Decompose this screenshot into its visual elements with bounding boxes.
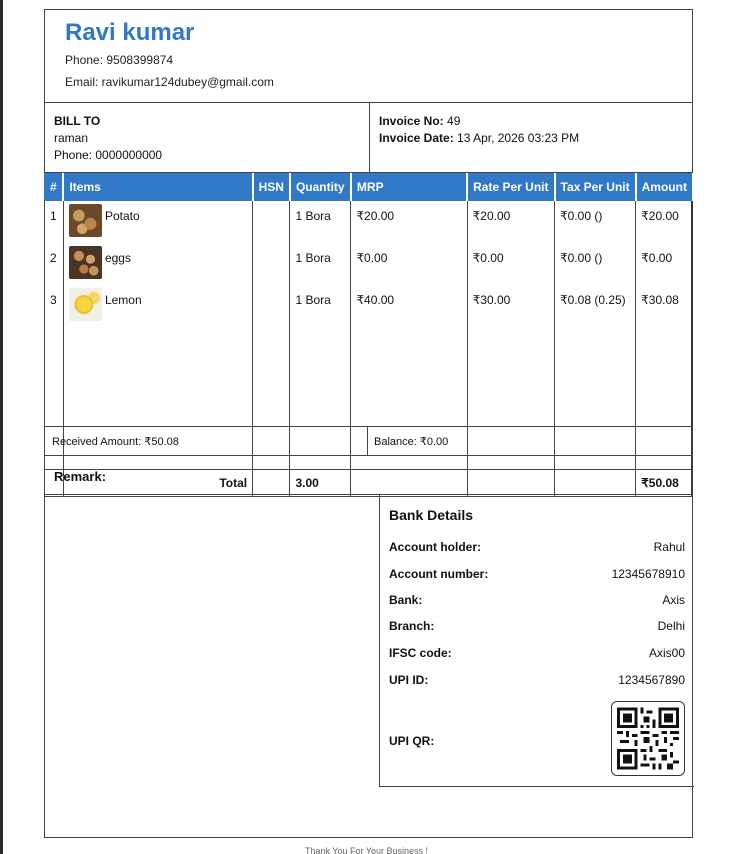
item-name: eggs <box>104 251 131 265</box>
item-name: Lemon <box>104 293 142 307</box>
item-rate: ₹0.00 <box>467 243 554 285</box>
row-number: 3 <box>45 285 64 327</box>
total-amount: ₹50.08 <box>636 469 692 496</box>
footer-text: Thank You For Your Business ! <box>304 846 429 854</box>
business-phone: Phone: 9508399874 <box>65 53 174 67</box>
account-holder-label: Account holder: <box>389 540 481 554</box>
item-cell <box>63 201 252 243</box>
item-quantity: 1 Bora <box>290 285 351 327</box>
balance-amount: Balance: ₹0.00 <box>374 436 449 448</box>
business-name: Ravi kumar <box>65 19 195 46</box>
remark-label: Remark: <box>54 469 107 484</box>
table-row <box>45 243 693 285</box>
account-number-value: 12345678910 <box>611 567 685 581</box>
row-number: 1 <box>45 201 64 243</box>
ifsc-row <box>389 646 685 660</box>
total-quantity: 3.00 <box>290 469 351 496</box>
item-tax: ₹0.00 () <box>555 243 636 285</box>
col-header-mrp: MRP <box>351 173 467 201</box>
item-amount: ₹30.08 <box>636 285 692 327</box>
upi-qr-code <box>611 701 685 776</box>
item-mrp: ₹20.00 <box>351 201 467 243</box>
bill-info-section <box>44 102 693 173</box>
bank-name-row <box>389 593 685 607</box>
item-hsn <box>253 243 290 285</box>
invoice-number <box>379 114 460 128</box>
item-hsn <box>253 201 290 243</box>
col-header-quantity: Quantity <box>290 173 351 201</box>
lemon-image <box>69 288 102 321</box>
customer-phone: Phone: 0000000000 <box>54 148 163 162</box>
item-tax: ₹0.08 (0.25) <box>555 285 636 327</box>
potato-image <box>69 204 102 237</box>
qr-code-icon <box>617 707 679 770</box>
invoice-date-label: Invoice Date: <box>379 131 454 145</box>
payment-summary <box>44 426 693 456</box>
table-row <box>45 285 693 327</box>
account-holder-value: Rahul <box>653 540 685 554</box>
invoice-number-label: Invoice No: <box>379 114 444 128</box>
invoice-date-value: 13 Apr, 2026 03:23 PM <box>457 131 580 145</box>
business-email: Email: ravikumar124dubey@gmail.com <box>65 75 274 89</box>
col-header-rate: Rate Per Unit <box>467 173 554 201</box>
branch-label: Branch: <box>389 619 435 633</box>
eggs-image <box>69 246 102 279</box>
bank-details-title: Bank Details <box>389 507 474 523</box>
upi-id-label: UPI ID: <box>389 673 429 687</box>
ifsc-value: Axis00 <box>648 646 685 660</box>
customer-name: raman <box>54 131 89 145</box>
item-rate: ₹20.00 <box>467 201 554 243</box>
table-row <box>45 201 693 243</box>
bill-to-label: BILL TO <box>54 114 101 128</box>
bank-name-label: Bank: <box>389 593 423 607</box>
item-mrp: ₹40.00 <box>351 285 467 327</box>
col-header-items: Items <box>63 173 252 201</box>
item-tax: ₹0.00 () <box>555 201 636 243</box>
col-header-number: # <box>45 173 64 201</box>
col-header-tax: Tax Per Unit <box>555 173 636 201</box>
invoice-number-value: 49 <box>447 114 461 128</box>
col-header-hsn: HSN <box>253 173 290 201</box>
item-mrp: ₹0.00 <box>351 243 467 285</box>
item-quantity: 1 Bora <box>290 243 351 285</box>
bank-details <box>379 494 694 787</box>
upi-id-value: 1234567890 <box>618 673 685 687</box>
page-edge <box>0 0 3 854</box>
total-label: Total <box>63 469 252 496</box>
bottom-section <box>44 494 693 838</box>
info-divider <box>369 102 370 172</box>
item-cell <box>63 285 252 327</box>
branch-value: Delhi <box>657 619 685 633</box>
branch-row <box>389 619 685 633</box>
invoice-date <box>379 131 579 145</box>
bank-name-value: Axis <box>662 593 685 607</box>
upi-qr-label: UPI QR: <box>389 734 435 748</box>
row-number: 2 <box>45 243 64 285</box>
item-quantity: 1 Bora <box>290 201 351 243</box>
item-rate: ₹30.00 <box>467 285 554 327</box>
item-hsn <box>253 285 290 327</box>
item-amount: ₹0.00 <box>636 243 692 285</box>
item-name: Potato <box>104 209 140 223</box>
item-cell <box>63 243 252 285</box>
received-amount: Received Amount: ₹50.08 <box>52 436 179 448</box>
ifsc-label: IFSC code: <box>389 646 452 660</box>
col-header-amount: Amount <box>636 173 692 201</box>
upi-id-row <box>389 673 685 687</box>
remark-section <box>44 455 693 495</box>
account-holder-row <box>389 540 685 554</box>
account-number-row <box>389 567 685 581</box>
account-number-label: Account number: <box>389 567 489 581</box>
business-header <box>44 9 693 103</box>
table-header-row <box>45 173 693 201</box>
payment-divider <box>367 427 368 456</box>
item-amount: ₹20.00 <box>636 201 692 243</box>
